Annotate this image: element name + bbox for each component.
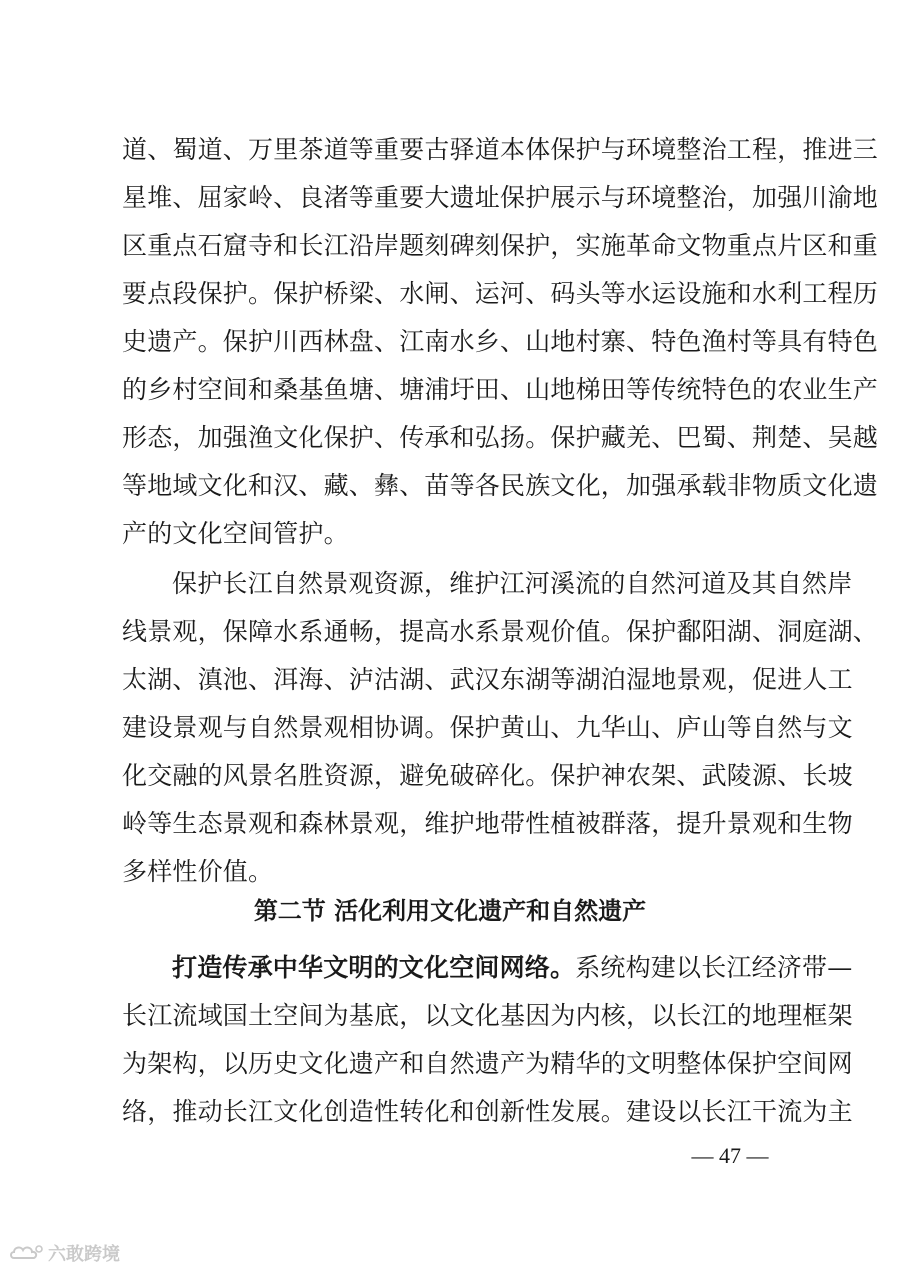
section-heading: 第二节 活化利用文化遗产和自然遗产 [253,897,647,925]
p1-line-9: 产的文化空间管护。 [122,519,349,548]
p2-line-1: 保护长江自然景观资源，维护江河溪流的自然河道及其自然岸 [172,569,853,598]
p2-line-4: 建设景观与自然景观相协调。保护黄山、九华山、庐山等自然与文 [122,713,853,742]
p1-line-5: 史遗产。保护川西林盘、江南水乡、山地村寨、特色渔村等具有特色 [122,327,879,356]
p2-line-2: 线景观，保障水系通畅，提高水系景观价值。保护鄱阳湖、洞庭湖、 [122,617,879,646]
watermark [8,1240,120,1266]
p3-lead-sentence: 打造传承中华文明的文化空间网络。 [172,953,576,982]
cloud-logo-icon [8,1243,44,1263]
p3-first-line-rest: 系统构建以长江经济带— [575,953,853,982]
p2-line-6: 岭等生态景观和森林景观，维护地带性植被群落，提升景观和生物 [122,809,853,838]
p1-line-2: 星堆、屈家岭、良渚等重要大遗址保护展示与环境整治，加强川渝地 [122,183,879,212]
p1-line-7: 形态，加强渔文化保护、传承和弘扬。保护藏羌、巴蜀、荆楚、吴越 [122,423,879,452]
p1-line-8: 等地域文化和汉、藏、彝、苗等各民族文化，加强承载非物质文化遗 [122,471,879,500]
p1-line-3: 区重点石窟寺和长江沿岸题刻碑刻保护，实施革命文物重点片区和重 [122,231,879,260]
p3-line-4: 络，推动长江文化创造性转化和创新性发展。建设以长江干流为主 [122,1097,853,1126]
p2-line-5: 化交融的风景名胜资源，避免破碎化。保护神农架、武陵源、长坡 [122,761,853,790]
p1-line-6: 的乡村空间和桑基鱼塘、塘浦圩田、山地梯田等传统特色的农业生产 [122,375,879,404]
p3-line-1 [172,946,853,990]
p1-line-1: 道、蜀道、万里茶道等重要古驿道本体保护与环境整治工程，推进三 [122,135,879,164]
page-number: — 47 — [691,1143,769,1168]
p2-line-7: 多样性价值。 [122,857,274,886]
p3-line-3: 为架构，以历史文化遗产和自然遗产为精华的文明整体保护空间网 [122,1049,853,1078]
p1-line-4: 要点段保护。保护桥梁、水闸、运河、码头等水运设施和水利工程历 [122,279,879,308]
p2-line-3: 太湖、滇池、洱海、泸沽湖、武汉东湖等湖泊湿地景观，促进人工 [122,665,853,694]
watermark-text: 六敢跨境 [48,1244,120,1265]
p3-line-2: 长江流域国土空间为基底，以文化基因为内核，以长江的地理框架 [122,1001,853,1030]
